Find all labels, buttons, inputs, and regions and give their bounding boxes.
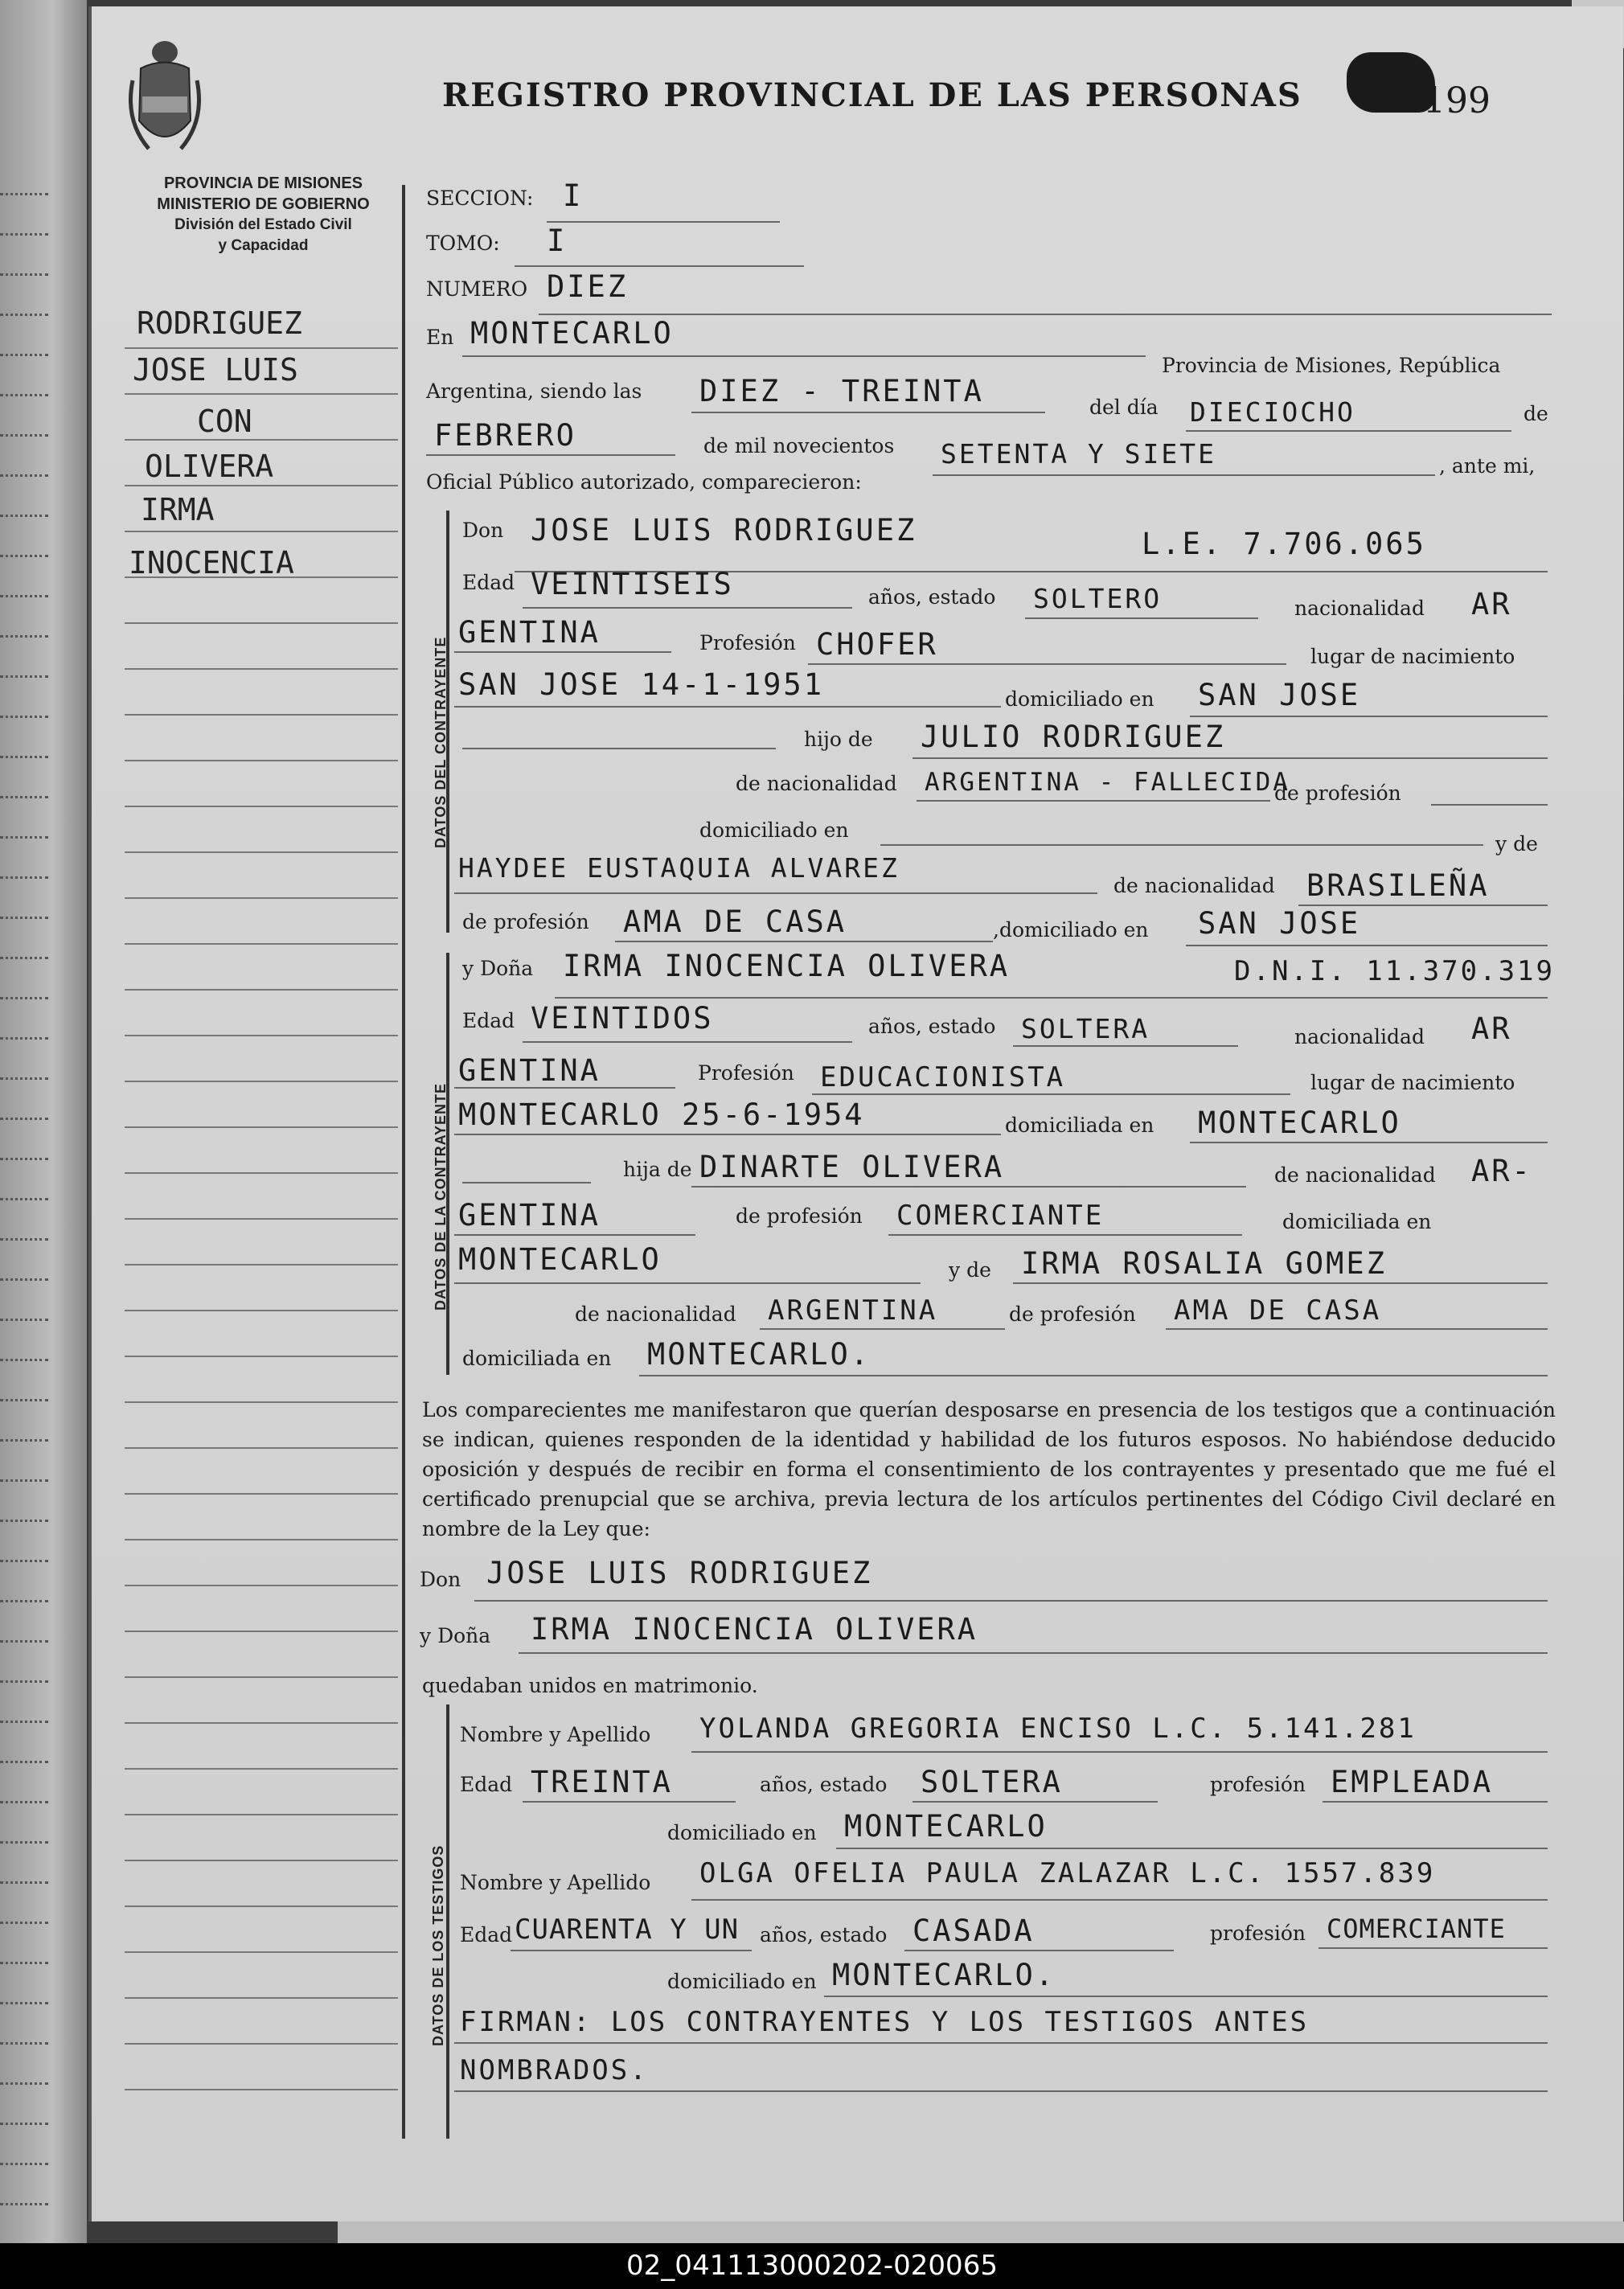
blank-line (539, 314, 1552, 315)
contrayente-address: SAN JOSE (1198, 678, 1361, 712)
blank-line (1190, 716, 1548, 717)
testigo-domiciliado-label: domiciliado en (667, 1970, 817, 1993)
blank-line (824, 1996, 1548, 1997)
del-dia-label: del día (1089, 396, 1159, 419)
dotted-rule (0, 1520, 48, 1522)
page-edge (338, 2221, 1624, 2243)
blank-line (426, 454, 675, 456)
contrayente-father: JULIO RODRIGUEZ (921, 720, 1226, 754)
contrayente-nationality-part1: AR (1471, 587, 1512, 621)
madre-profesion-label: de profesión (1009, 1302, 1136, 1326)
testigo-estado-label: años, estado (760, 1773, 888, 1796)
dotted-rule (0, 1640, 48, 1643)
dotted-rule (0, 2203, 48, 2205)
contrayente-birth: SAN JOSE 14-1-1951 (458, 667, 824, 702)
issuing-office (125, 173, 402, 256)
nacionalidad-label: nacionalidad (1294, 1025, 1425, 1048)
signature-note-line-2: NOMBRADOS. (460, 2054, 649, 2086)
mes-value: FEBRERO (434, 418, 576, 453)
numero-value: DIEZ (547, 269, 629, 304)
blank-line (454, 706, 1001, 708)
seccion-label: SECCION: (426, 187, 534, 210)
blank-line (511, 1950, 752, 1951)
dotted-rule (0, 997, 48, 999)
dotted-rule (0, 917, 48, 919)
testigo-domiciliado-label: domiciliado en (667, 1821, 817, 1844)
don-label: Don (462, 519, 504, 542)
declaration-dona-label: y Doña (420, 1624, 491, 1647)
margin-rule (125, 485, 398, 486)
argentina-text: Argentina, siendo las (426, 379, 642, 403)
dotted-rule (0, 193, 48, 195)
margin-rule (125, 943, 398, 945)
testigo-profesion-label: profesión (1210, 1922, 1306, 1945)
blank-line (454, 1087, 675, 1089)
blank-line (523, 607, 852, 609)
dotted-rule (0, 2002, 48, 2004)
contrayenta-mother: IRMA ROSALIA GOMEZ (1021, 1246, 1387, 1281)
dotted-rule (0, 1801, 48, 1803)
dotted-rule (0, 2123, 48, 2125)
hijo-label: hijo de (804, 728, 873, 751)
dotted-rule (0, 1158, 48, 1160)
edad-label: Edad (462, 1009, 515, 1032)
declaration-groom: JOSE LUIS RODRIGUEZ (486, 1556, 873, 1590)
blank-line (912, 1801, 1158, 1803)
declaration-closing: quedaban unidos en matrimonio. (422, 1674, 758, 1697)
margin-rule (125, 897, 398, 899)
margin-rule (125, 2043, 398, 2045)
domiciliado-en-label: domiciliado en (699, 818, 849, 842)
margin-rule (125, 1814, 398, 1815)
dotted-rule (0, 555, 48, 557)
margin-note-line: INOCENCIA (129, 545, 294, 580)
contrayente-document: L.E. 7.706.065 (1142, 527, 1426, 561)
blank-line (639, 1375, 1548, 1376)
margin-rule (125, 760, 398, 761)
dotted-rule (0, 1399, 48, 1401)
office-line: PROVINCIA DE MISIONES (163, 174, 363, 192)
contrayente-mother-address: SAN JOSE (1198, 906, 1361, 941)
margin-rule (125, 347, 398, 349)
dotted-rule (0, 1238, 48, 1241)
dotted-rule (0, 1479, 48, 1482)
testigo-nombre-label: Nombre y Apellido (460, 1871, 651, 1894)
tomo-label: TOMO: (426, 232, 500, 255)
dotted-rule (0, 515, 48, 517)
margin-rule (125, 1860, 398, 1861)
margin-rule (125, 851, 398, 853)
blank-line (454, 1234, 695, 1236)
blank-line (462, 1182, 591, 1183)
testigo-2-address: MONTECARLO. (832, 1958, 1056, 1992)
signature-note-line-1: FIRMAN: LOS CONTRAYENTES Y LOS TESTIGOS ANTES (460, 2006, 1310, 2038)
y-de-label: y de (949, 1258, 991, 1282)
oficial-text: Oficial Público autorizado, comparecieron: (426, 470, 862, 494)
contrayenta-status: SOLTERA (1021, 1013, 1150, 1044)
madre-domiciliada-label: domiciliada en (462, 1347, 612, 1370)
dotted-rule (0, 1037, 48, 1040)
blank-line (454, 2090, 1548, 2092)
margin-rule (125, 1722, 398, 1724)
contrayenta-name: IRMA INOCENCIA OLIVERA (563, 949, 1011, 983)
testigo-2-age: CUARENTA Y UN (515, 1914, 740, 1946)
dotted-rule (0, 836, 48, 839)
dotted-rule (0, 1600, 48, 1602)
profesion-label: Profesión (699, 631, 796, 654)
dotted-rule (0, 716, 48, 718)
margin-rule (125, 1172, 398, 1174)
blank-line (519, 1652, 1548, 1654)
office-line: y Capacidad (218, 237, 309, 254)
margin-rule (125, 1126, 398, 1128)
blank-line (917, 800, 1270, 802)
dotted-rule (0, 1721, 48, 1723)
profesion-label: Profesión (698, 1061, 794, 1085)
testigos-section-label: DATOS DE LOS TESTIGOS (430, 1844, 446, 2046)
dotted-rule (0, 756, 48, 758)
testigo-2-name: OLGA OFELIA PAULA ZALAZAR L.C. 1557.839 (699, 1857, 1436, 1889)
y-de-label: y de (1495, 832, 1538, 855)
blank-line (691, 412, 1045, 413)
blank-line (454, 2042, 1548, 2044)
contrayenta-father-profession: COMERCIANTE (896, 1200, 1105, 1232)
blank-line (523, 1041, 852, 1043)
blank-line (1013, 1282, 1548, 1284)
ante-label: , ante mi, (1439, 454, 1536, 478)
blank-line (808, 663, 1286, 665)
margin-rule (125, 1585, 398, 1586)
margin-rule (125, 1264, 398, 1266)
blank-line (1431, 804, 1548, 806)
contrayenta-mother-address: MONTECARLO. (647, 1337, 871, 1372)
office-line: MINISTERIO DE GOBIERNO (157, 195, 370, 213)
blank-line (691, 1751, 1548, 1753)
de-profesion-label: de profesión (462, 910, 589, 933)
contrayenta-nationality-part1: AR (1471, 1011, 1512, 1046)
testigo-nombre-label: Nombre y Apellido (460, 1723, 651, 1746)
margin-rule (125, 1081, 398, 1082)
contrayenta-father-nationality-part2: GENTINA (458, 1198, 601, 1233)
dotted-rule (0, 1278, 48, 1281)
contrayente-mother-profession: AMA DE CASA (623, 905, 847, 939)
blank-line (454, 1282, 921, 1284)
blank-line (615, 941, 993, 942)
dotted-rule (0, 1118, 48, 1120)
blank-line (880, 844, 1483, 846)
contrayente-name: JOSE LUIS RODRIGUEZ (531, 513, 917, 548)
dotted-rule (0, 675, 48, 678)
provincia-text: Provincia de Misiones, República (1162, 354, 1501, 377)
blank-line (523, 1801, 736, 1803)
blank-line (454, 892, 1097, 894)
dotted-rule (0, 1680, 48, 1683)
blank-line (454, 1134, 1001, 1135)
contrayente-nationality-part2: GENTINA (458, 615, 601, 650)
ink-stamp (1347, 52, 1435, 113)
blank-line (474, 1600, 1548, 1602)
blank-line (1323, 1801, 1548, 1803)
margin-rule (125, 2089, 398, 2090)
blank-line (1166, 1328, 1548, 1330)
contrayenta-nationality-part2: GENTINA (458, 1053, 601, 1088)
margin-rule (125, 1539, 398, 1540)
dotted-rule (0, 1359, 48, 1361)
contrayente-section-label: DATOS DEL CONTRAYENTE (433, 636, 449, 848)
de-profesion-label: de profesión (1274, 781, 1401, 805)
dotted-rule (0, 314, 48, 316)
contrayente-age: VEINTISEIS (531, 567, 734, 601)
contrayenta-section-label: DATOS DE LA CONTRAYENTE (433, 1082, 449, 1311)
margin-rule (125, 1676, 398, 1678)
dotted-rule (0, 354, 48, 356)
adjacent-page (0, 0, 87, 2243)
dotted-rule (0, 796, 48, 798)
hora-value: DIEZ - TREINTA (699, 374, 984, 408)
margin-rule (125, 806, 398, 807)
contrayente-father-nationality: ARGENTINA - FALLECIDA (925, 768, 1290, 797)
declaration-don-label: Don (420, 1568, 461, 1591)
madre-domiciliado-label: ,domiciliado en (993, 918, 1149, 941)
margin-rule (125, 622, 398, 624)
blank-line (454, 651, 671, 653)
margin-rule (125, 1493, 398, 1495)
contrayenta-birth: MONTECARLO 25-6-1954 (458, 1097, 865, 1132)
margin-rule (125, 1218, 398, 1220)
margin-rule (125, 989, 398, 991)
testigo-2-profession: COMERCIANTE (1327, 1914, 1506, 1944)
nacionalidad-label: nacionalidad (1294, 597, 1425, 620)
dotted-rule (0, 1962, 48, 1964)
blank-line (1013, 1045, 1238, 1047)
dotted-rule (0, 1560, 48, 1562)
blank-line (547, 221, 780, 223)
blank-line (462, 748, 776, 749)
testigo-1-profession: EMPLEADA (1331, 1765, 1494, 1799)
blank-line (760, 1328, 1005, 1330)
dotted-rule (0, 635, 48, 638)
declaration-bride: IRMA INOCENCIA OLIVERA (531, 1612, 978, 1647)
blank-line (691, 1899, 1548, 1901)
margin-note-line: CON (197, 404, 252, 439)
madre-nacionalidad-label: de nacionalidad (575, 1302, 736, 1326)
contrayenta-father-address: MONTECARLO (458, 1242, 662, 1277)
anos-estado-label: años, estado (868, 1015, 996, 1038)
dotted-rule (0, 1922, 48, 1924)
testigo-edad-label: Edad (460, 1773, 513, 1796)
anos-estado-label: años, estado (868, 585, 996, 609)
margin-note-line: IRMA (141, 492, 215, 527)
contrayente-mother: HAYDEE EUSTAQUIA ALVAREZ (458, 852, 900, 884)
contrayenta-profession: EDUCACIONISTA (820, 1061, 1066, 1093)
contrayente-status: SOLTERO (1033, 583, 1163, 614)
margin-rule (125, 1905, 398, 1907)
dotted-rule (0, 2042, 48, 2045)
margin-rule (125, 1447, 398, 1449)
dotted-rule (0, 394, 48, 396)
contrayente-mother-nationality: BRASILEÑA (1306, 868, 1490, 903)
edad-label: Edad (462, 571, 515, 594)
dotted-rule (0, 1881, 48, 1884)
testigo-profesion-label: profesión (1210, 1773, 1306, 1796)
anio-value: SETENTA Y SIETE (941, 438, 1217, 470)
blank-line (904, 1950, 1174, 1951)
contrayenta-mother-nationality: ARGENTINA (768, 1294, 938, 1327)
dotted-rule (0, 1077, 48, 1080)
margin-note-line: RODRIGUEZ (137, 306, 302, 341)
dotted-rule (0, 434, 48, 437)
blank-line (933, 474, 1435, 476)
seccion-value: I (563, 178, 584, 213)
testigo-1-status: SOLTERA (921, 1765, 1063, 1799)
margin-rule (125, 576, 398, 578)
testigo-estado-label: años, estado (760, 1923, 888, 1946)
margin-divider (402, 185, 405, 2139)
dotted-rule (0, 1319, 48, 1321)
dotted-rule (0, 595, 48, 597)
blank-line (1318, 1947, 1548, 1949)
margin-rule (125, 1951, 398, 1953)
blank-line (1025, 617, 1258, 619)
margin-rule (125, 1768, 398, 1770)
blank-line (1186, 945, 1548, 946)
declaration-paragraph: Los comparecientes me manifestaron que querían desposarse en presencia de los testigos que a continuación se indican, quienes responden de la identidad y habilidad de los futuros esposos. No habiéndose deducido oposición y después de recibir en forma el consentimiento de los contrayentes y presentado que me fué el certificado prenupcial que se archiva, previa lectura de los artículos pertinentes del Código Civil declaré en nombre de la Ley que: (422, 1398, 1556, 1540)
de-label: de (1524, 402, 1548, 425)
margin-rule (125, 668, 398, 670)
numero-label: NUMERO (426, 277, 528, 301)
margin-rule (125, 393, 398, 395)
contrayenta-father: DINARTE OLIVERA (699, 1150, 1005, 1184)
testigo-1-age: TREINTA (531, 1765, 673, 1799)
domiciliado-label: domiciliado en (1005, 687, 1154, 711)
dotted-rule (0, 957, 48, 959)
domiciliada-label: domiciliada en (1005, 1114, 1154, 1137)
blank-line (888, 1234, 1242, 1236)
dotted-rule (0, 233, 48, 236)
scan-id-footer: 02_041113000202-020065 (0, 2243, 1624, 2289)
de-profesion-label: de profesión (736, 1204, 863, 1228)
margin-rule (125, 531, 398, 532)
margin-rule (125, 1310, 398, 1311)
blank-line (515, 265, 804, 267)
margin-rule (125, 1356, 398, 1357)
testigo-1-name: YOLANDA GREGORIA ENCISO L.C. 5.141.281 (699, 1713, 1417, 1745)
dona-label: y Doña (462, 957, 534, 980)
contrayenta-mother-profession: AMA DE CASA (1174, 1294, 1382, 1327)
margin-rule (125, 1401, 398, 1403)
lugar-nacimiento-label: lugar de nacimiento (1310, 645, 1515, 668)
dotted-rule (0, 2082, 48, 2085)
anio-label: de mil novecientos (703, 434, 895, 457)
margin-rule (125, 1997, 398, 1999)
testigo-edad-label: Edad (460, 1923, 513, 1946)
dotted-rule (0, 273, 48, 276)
dotted-rule (0, 2163, 48, 2165)
blank-line (555, 997, 1548, 999)
dotted-rule (0, 1841, 48, 1844)
page-number: 199 (1423, 80, 1491, 121)
dotted-rule (0, 876, 48, 879)
blank-line (812, 1093, 1290, 1095)
blank-line (462, 355, 1146, 357)
dia-value: DIECIOCHO (1190, 396, 1355, 428)
page-title: REGISTRO PROVINCIAL DE LAS PERSONAS (442, 76, 1302, 114)
lugar-value: MONTECARLO (470, 316, 674, 351)
hija-label: hija de (623, 1158, 692, 1181)
en-label: En (426, 326, 454, 349)
margin-note-line: JOSE LUIS (133, 352, 298, 388)
blank-line (1190, 1142, 1548, 1143)
testigo-2-status: CASADA (912, 1914, 1035, 1948)
blank-line (836, 1848, 1548, 1849)
office-line: División del Estado Civil (174, 216, 352, 233)
lugar-nacimiento-label: lugar de nacimiento (1310, 1071, 1515, 1094)
margin-rule (125, 439, 398, 441)
padre-domiciliada-label: domiciliada en (1282, 1210, 1432, 1233)
contrayenta-age: VEINTIDOS (531, 1001, 714, 1036)
dotted-rule (0, 1761, 48, 1763)
de-nacionalidad-label: de nacionalidad (1274, 1163, 1436, 1187)
tomo-value: I (547, 224, 568, 258)
margin-rule (125, 1035, 398, 1036)
margin-note-line: OLIVERA (145, 449, 274, 484)
dotted-rule (0, 1198, 48, 1200)
blank-line (1186, 430, 1511, 432)
testigo-1-address: MONTECARLO (844, 1809, 1048, 1844)
contrayenta-document: D.N.I. 11.370.319 (1234, 955, 1555, 987)
dotted-rule (0, 474, 48, 477)
de-nacionalidad-label: de nacionalidad (736, 772, 897, 795)
contrayenta-father-nationality-part1: AR- (1471, 1154, 1532, 1188)
margin-rule (125, 1631, 398, 1632)
blank-line (912, 757, 1548, 759)
margin-rule (125, 714, 398, 716)
contrayenta-address: MONTECARLO (1198, 1106, 1401, 1140)
de-nacionalidad-label: de nacionalidad (1113, 874, 1275, 897)
blank-line (691, 1186, 1246, 1188)
dotted-rule (0, 1439, 48, 1442)
contrayente-profession: CHOFER (816, 627, 938, 662)
coat-of-arms-icon (125, 32, 205, 157)
